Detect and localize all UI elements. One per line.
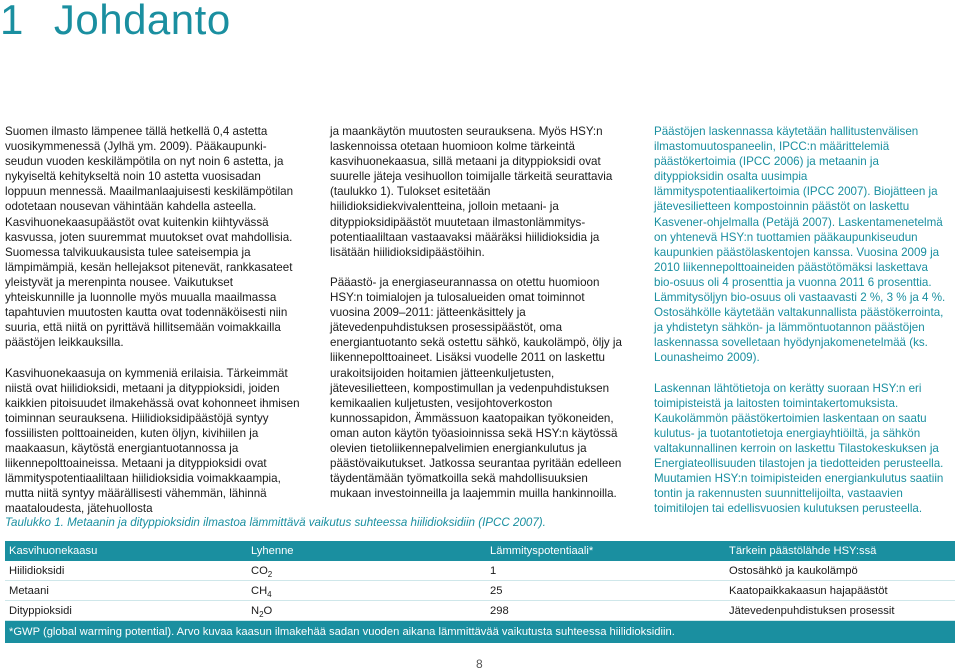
chapter-title bbox=[0, 0, 231, 44]
gwp-value: 1 bbox=[486, 561, 725, 581]
table-caption: Taulukko 1. Metaanin ja dityppioksidin ilmastoa lämmittävä vaikutus suhteessa hiilidioksidiin (IPCC 2007). bbox=[5, 516, 546, 529]
paragraph: Pääastö- ja energiaseurannassa on otettu huomioon HSY:n toimialojen ja tulosalueiden omat toiminnot vuosina 2009–2011: jätteenkäsittely ja jätevedenpuhdistuksen prosessipäästöt, oma energiantuotanto sekä ostettu sähkö, kaukolämpö, öljy ja liikennepolttoaineet. Lisäksi vuodelle 2011 on laskettu urakoitsijoiden hoitamien jätteenkuljetusten, jätevesilietteen, kompostimullan ja vedenpuhdistuksen kemikaalien kuljetusten, vesijohtoverkoston kunnossapidon, Ämmässuon kaatopaikan työkoneiden, oman auton käytön työasioinnissa sekä HSY:n käytössä olevien tietoliikennepalvelimien energiankulutus ja päästövaikutukset. Jatkossa seurantaa pyritään edelleen täydentämään työmatkoilla sekä mahdollisuuksien mukaan investoinneilla ja laajemmin muilla hankinnoilla. bbox=[330, 275, 622, 501]
main-source: Jätevedenpuhdistuksen prosessit bbox=[725, 601, 955, 621]
paragraph: ja maankäytön muutosten seurauksena. Myös HSY:n laskennoissa otetaan huomioon kolme tärkeintä kasvihuonekaasua, sillä metaani ja dityppioksidi ovat suurelle jäteja vesihuollon toimijalle tärkeitä seurattavia (taulukko 1). Tulokset esitetään hiilidioksidiekvivalentteina, jolloin metaani- ja dityppioksidipäästöt muutetaan ilmastonlämmitys-potentiaaliltaan vastaavaksi määräksi hiilidioksidia ja lisätään hiilidioksidipäästöihin. bbox=[330, 125, 613, 259]
table-footnote: *GWP (global warming potential). Arvo kuvaa kaasun ilmakehää sadan vuoden aikana lämmittävää vaikutusta suhteessa hiilidioksidiin. bbox=[5, 621, 955, 644]
table-row bbox=[5, 561, 955, 581]
gwp-value: 25 bbox=[486, 581, 725, 601]
table-row bbox=[5, 601, 955, 621]
gas-abbreviation: $CO_2$ bbox=[247, 561, 486, 581]
page-number: 8 bbox=[476, 657, 483, 671]
gas-abbreviation: $CH_4$ bbox=[247, 581, 486, 601]
column-header: Lyhenne bbox=[247, 541, 486, 561]
column-header: Lämmityspotentiaali* bbox=[486, 541, 725, 561]
main-source: Ostosähkö ja kaukolämpö bbox=[725, 561, 955, 581]
text-column-3 bbox=[654, 124, 950, 532]
main-source: Kaatopaikkakaasun hajapäästöt bbox=[725, 581, 955, 601]
column-header: Kasvihuonekaasu bbox=[5, 541, 247, 561]
gwp-value: 298 bbox=[486, 601, 725, 621]
table-footnote-row bbox=[5, 621, 955, 644]
paragraph: Suomen ilmasto lämpenee tällä hetkellä 0,4 astetta vuosikymmenessä (Jylhä ym. 2009). Pääkaupunki-seudun vuoden keskilämpötila on nyt noin 6 astetta, ja nykyiseltä kehitykseltä noin 10 astetta vuosisadan loppuun mennessä. Maailmanlaajuisesti keskilämpötilan odotetaan nousevan vähintään kahdella asteella. Kasvihuonekaasupäästöt ovat kuitenkin kiihtyvässä kasvussa, joten suuremmat muutokset ovat mahdollisia. Suomessa talvikuukausista tulee sateisempia ja lämpimämpiä, kesän hellejaksot pitenevät, rankkasateet yleistyvät ja merenpinta nousee. Vaikutukset yhteiskunnille ja luonnolle myös muualla maailmassa tapahtuvien muutosten kautta ovat todennäköisesti niin suuria, että niitä on pyrittävä hillitsemään voimakkailla päästöjen leikkauksilla. bbox=[5, 125, 294, 350]
gas-name: Hiilidioksidi bbox=[5, 561, 247, 581]
column-header: Tärkein päästölähde HSY:ssä bbox=[725, 541, 955, 561]
gas-name: Metaani bbox=[5, 581, 247, 601]
paragraph: Kasvihuonekaasuja on kymmeniä erilaisia. Tärkeimmät niistä ovat hiilidioksidi, metaani ja dityppioksidi, joiden kaikkien pitoisuudet ilmakehässä ovat kohonneet ihmisen toiminnan seurauksena. Hiilidioksidipäästöjä syntyy fossiilisten polttoaineiden, kuten öljyn, kivihiilen ja maakaasun, käytöstä energiantuotannossa ja liikennepolttoaineissa. Metaani ja dityppioksidi ovat lämmityspotentiaaliltaan hiilidioksidia voimakkaampia, mutta niitä syntyy määrällisesti vähemmän, lähinnä maataloudesta, jätehuollosta bbox=[5, 366, 300, 516]
chapter-title-text: Johdanto bbox=[53, 0, 231, 43]
text-column-1 bbox=[5, 124, 301, 532]
text-column-2 bbox=[330, 124, 626, 516]
table-header-row bbox=[5, 541, 955, 561]
gas-name: Dityppioksidi bbox=[5, 601, 247, 621]
chapter-number: 1 bbox=[0, 0, 24, 43]
gas-table bbox=[5, 541, 955, 643]
table-row bbox=[5, 581, 955, 601]
paragraph: Päästöjen laskennassa käytetään hallitustenvälisen ilmastomuutospaneelin, IPCC:n määrittelemiä päästökertoimia (IPCC 2006) ja metaanin ja dityppioksidin osalta uusimpia lämmityspotentiaalikertoimia (IPCC 2007). Biojätteen ja jätevesilietteen kompostoinnin päästöt on laskettu Kasvener-ohjelmalla (Petäjä 2007). Laskentamenetelmä on yhtenevä HSY:n tuottamien pääkaupunkiseudun kaupunkien päästölaskentojen kanssa. Vuosina 2009 ja 2010 liikennepolttoaineiden päästötömäksi laskettava bio-osuus oli 4 prosenttia ja vuonna 2011 6 prosenttia. Lämmitysöljyn bio-osuus oli vastaavasti 2 %, 3 % ja 4 %. Ostosähkölle käytetään valtakunnallista päästökerrointa, ja yhdistetyn sähkön- ja lämmöntuotannon päästöjen laskennassa sovelletaan hyödynjakomenetelmää (ks. Lounasheimo 2009). bbox=[654, 125, 946, 365]
gas-abbreviation: $N_2O$ bbox=[247, 601, 486, 621]
paragraph: Laskennan lähtötietoja on kerätty suoraan HSY:n eri toimipisteistä ja laitosten toimintakertomuksista. Kaukolämmön päästökertoimien laskentaan on saatu kulutus- ja tuotantotietoja energiayhtiöiltä, ja sähkön valtakunnallinen kerroin on laskettu Tilastokeskuksen ja Energiateollisuuden tilastojen ja tiedotteiden perusteella. Muutamien HSY:n toimipisteiden energiankulutus saatiin tontin ja rakennusten suunnittelijoilta, vastaavien toimitilojen tai edellisvuosien kulutuksen perusteella. bbox=[654, 381, 944, 516]
